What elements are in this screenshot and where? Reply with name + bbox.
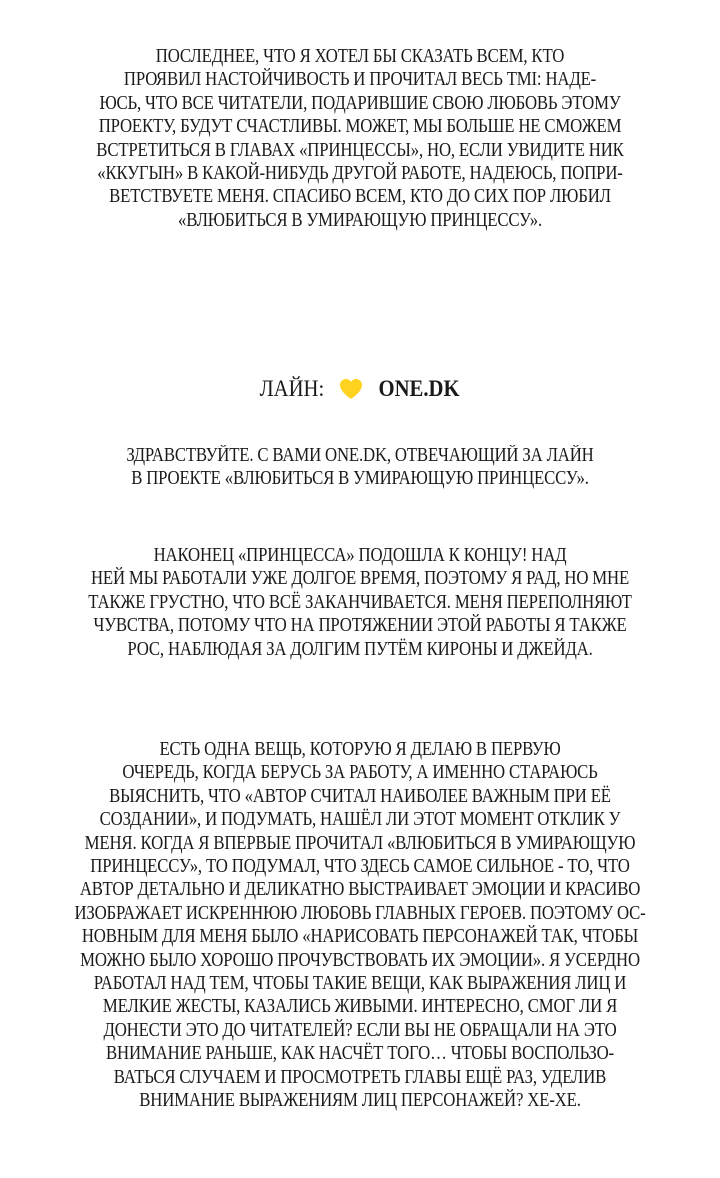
text-line: ПРОЯВИЛ НАСТОЙЧИВОСТЬ И ПРОЧИТАЛ ВЕСЬ TMI: НАДЕ- [123, 69, 597, 91]
text-line: ВЕТСТВУЕТЕ МЕНЯ. СПАСИБО ВСЕМ, КТО ДО СИХ ПОР ЛЮБИЛ [109, 186, 611, 208]
text-line: НЕЙ МЫ РАБОТАЛИ УЖЕ ДОЛГОЕ ВРЕМЯ, ПОЭТОМУ Я РАД, НО МНЕ [90, 568, 630, 590]
text-line: «ВЛЮБИТЬСЯ В УМИРАЮЩУЮ ПРИНЦЕССУ». [177, 209, 543, 231]
text-line: ВЫЯСНИТЬ, ЧТО «АВТОР СЧИТАЛ НАИБОЛЕЕ ВАЖНЫМ ПРИ ЕЁ [109, 785, 611, 807]
artist-credit-heading [0, 376, 720, 402]
text-line: ПОСЛЕДНЕЕ, ЧТО Я ХОТЕЛ БЫ СКАЗАТЬ ВСЕМ, КТО [155, 46, 565, 67]
text-line: ЕСТЬ ОДНА ВЕЩЬ, КОТОРУЮ Я ДЕЛАЮ В ПЕРВУЮ [159, 739, 561, 760]
text-line: РАБОТАЛ НАД ТЕМ, ЧТОБЫ ТАКИЕ ВЕЩИ, КАК ВЫРАЖЕНИЯ ЛИЦ И [93, 973, 627, 995]
heart-icon [338, 377, 364, 401]
text-line: ЮСЬ, ЧТО ВСЕ ЧИТАТЕЛИ, ПОДАРИВШИЕ СВОЮ ЛЮБОВЬ ЭТОМУ [99, 92, 621, 114]
text-line: ВСТРЕТИТЬСЯ В ГЛАВАХ «ПРИНЦЕССЫ», НО, ЕСЛИ УВИДИТЕ НИК [96, 139, 624, 161]
method-paragraph [50, 738, 669, 1113]
text-line: ЗДРАВСТВУЙТЕ. С ВАМИ ONE.DK, ОТВЕЧАЮЩИЙ ЗА ЛАЙН [126, 445, 594, 466]
text-line: НОВНЫМ ДЛЯ МЕНЯ БЫЛО «НАРИСОВАТЬ ПЕРСОНАЖЕЙ ТАК, ЧТОБЫ [81, 926, 639, 948]
text-line: «ККУГЫН» В КАКОЙ-НИБУДЬ ДРУГОЙ РАБОТЕ, НАДЕЮСЬ, ПОПРИ- [97, 163, 623, 185]
greeting-paragraph [50, 444, 669, 491]
text-line: МЕЛКИЕ ЖЕСТЫ, КАЗАЛИСЬ ЖИВЫМИ. ИНТЕРЕСНО, СМОГ ЛИ Я [102, 996, 618, 1018]
text-line: СОЗДАНИИ», И ПОДУМАТЬ, НАШЁЛ ЛИ ЭТОТ МОМЕНТ ОТКЛИК У [99, 809, 621, 831]
closing-message-paragraph [50, 45, 669, 232]
text-line: ПРОЕКТУ, БУДУТ СЧАСТЛИВЫ. МОЖЕТ, МЫ БОЛЬШЕ НЕ СМОЖЕМ [98, 116, 622, 138]
text-line: ТАКЖЕ ГРУСТНО, ЧТО ВСЁ ЗАКАНЧИВАЕТСЯ. МЕНЯ ПЕРЕПОЛНЯЮТ [88, 591, 632, 613]
text-line: ПРИНЦЕССУ», ТО ПОДУМАЛ, ЧТО ЗДЕСЬ САМОЕ СИЛЬНОЕ - ТО, ЧТО [90, 856, 630, 878]
credit-label: ЛАЙН: [259, 376, 325, 401]
text-line: МОЖНО БЫЛО ХОРОШО ПРОЧУВСТВОВАТЬ ИХ ЭМОЦИИ». Я УСЕРДНО [80, 949, 640, 971]
text-line: ЧУВСТВА, ПОТОМУ ЧТО НА ПРОТЯЖЕНИИ ЭТОЙ РАБОТЫ Я ТАКЖЕ [93, 615, 627, 637]
text-line: МЕНЯ. КОГДА Я ВПЕРВЫЕ ПРОЧИТАЛ «ВЛЮБИТЬСЯ В УМИРАЮЩУЮ [84, 832, 636, 854]
ending-paragraph [50, 544, 669, 661]
text-line: ВАТЬСЯ СЛУЧАЕМ И ПРОСМОТРЕТЬ ГЛАВЫ ЕЩЁ РАЗ, УДЕЛИВ [113, 1066, 607, 1088]
text-line: ИЗОБРАЖАЕТ ИСКРЕННЮЮ ЛЮБОВЬ ГЛАВНЫХ ГЕРОЕВ. ПОЭТОМУ ОС- [74, 902, 646, 924]
text-line: ВНИМАНИЕ РАНЬШЕ, КАК НАСЧЁТ ТОГО… ЧТОБЫ ВОСПОЛЬЗО- [106, 1043, 614, 1065]
text-line: ОЧЕРЕДЬ, КОГДА БЕРУСЬ ЗА РАБОТУ, А ИМЕННО СТАРАЮСЬ [122, 762, 598, 784]
text-line: ВНИМАНИЕ ВЫРАЖЕНИЯМ ЛИЦ ПЕРСОНАЖЕЙ? ХЕ-ХЕ. [139, 1090, 581, 1112]
text-line: РОС, НАБЛЮДАЯ ЗА ДОЛГИМ ПУТЁМ КИРОНЫ И ДЖЕЙДА. [127, 638, 593, 660]
text-line: АВТОР ДЕТАЛЬНО И ДЕЛИКАТНО ВЫСТРАИВАЕТ ЭМОЦИИ И КРАСИВО [79, 879, 641, 901]
text-line: НАКОНЕЦ «ПРИНЦЕССА» ПОДОШЛА К КОНЦУ! НАД [153, 545, 567, 566]
text-line: ДОНЕСТИ ЭТО ДО ЧИТАТЕЛЕЙ? ЕСЛИ ВЫ НЕ ОБРАЩАЛИ НА ЭТО [103, 1019, 617, 1041]
text-line: В ПРОЕКТЕ «ВЛЮБИТЬСЯ В УМИРАЮЩУЮ ПРИНЦЕССУ». [131, 468, 589, 490]
credit-name: ONE.DK [378, 376, 460, 401]
